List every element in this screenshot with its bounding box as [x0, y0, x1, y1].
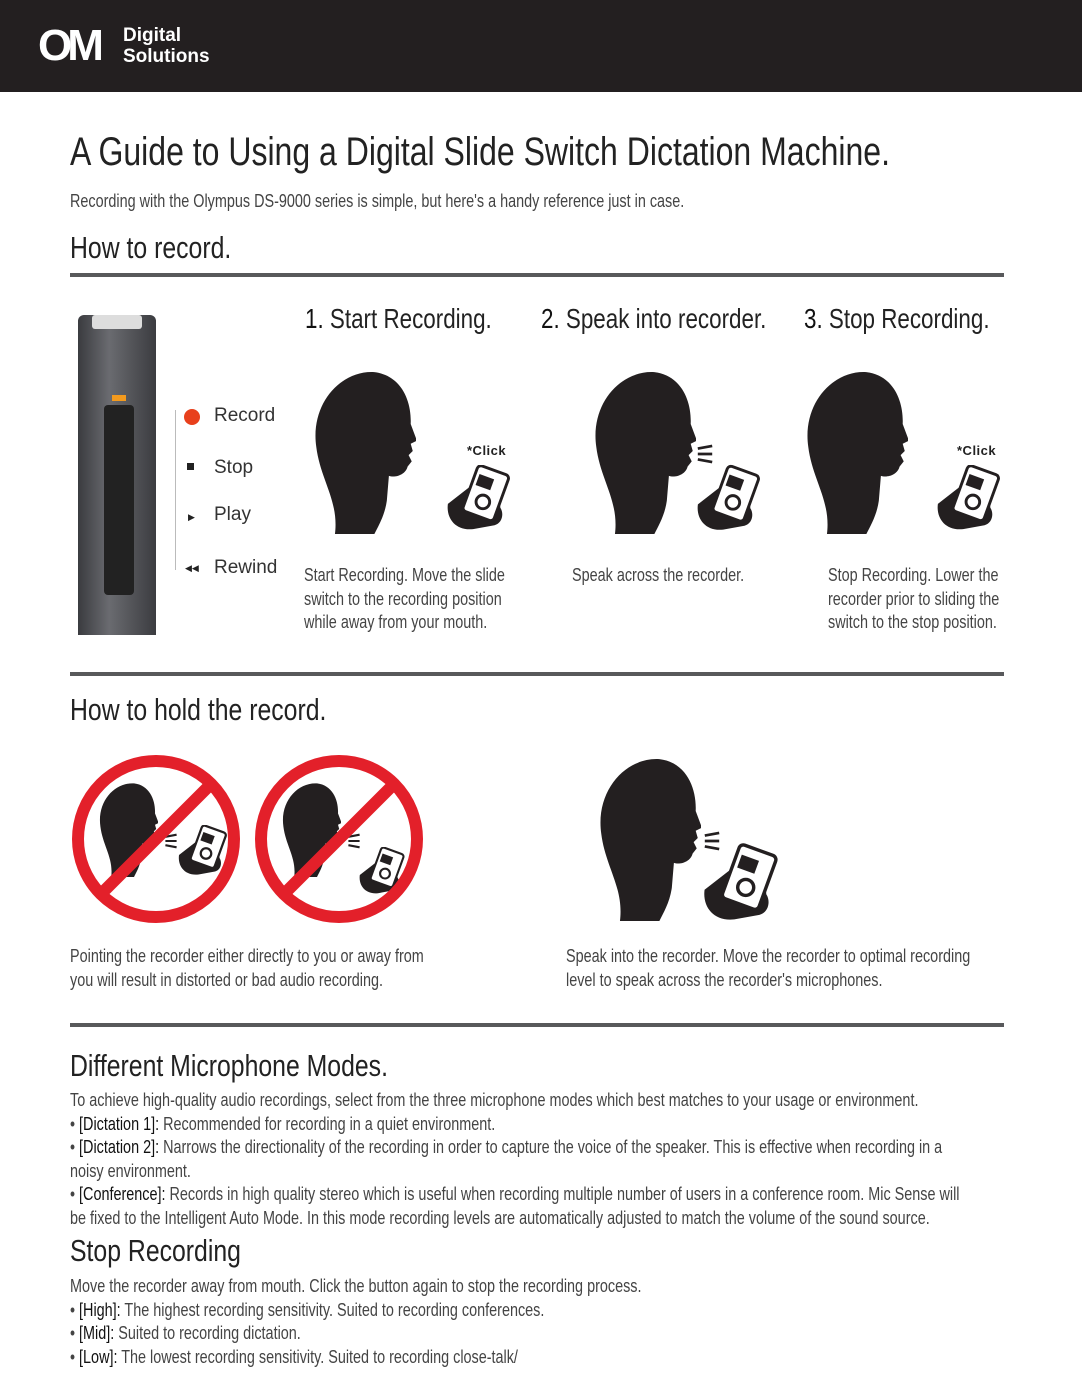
section-heading-record: How to record.	[70, 230, 232, 265]
hand-recorder-icon	[934, 465, 1002, 533]
head-silhouette-icon	[592, 368, 696, 534]
page-subtitle: Recording with the Olympus DS-9000 series is simple, but here's a handy reference just in case.	[70, 191, 685, 211]
step-3-heading: 3. Stop Recording.	[804, 303, 990, 334]
hand-recorder-icon	[700, 840, 780, 928]
step-2-caption: Speak across the recorder.	[572, 565, 745, 585]
section-heading-stop: Stop Recording	[70, 1233, 241, 1268]
divider	[70, 672, 1004, 676]
head-silhouette-icon	[312, 368, 416, 534]
hand-recorder-icon	[694, 462, 762, 537]
logo-mark: OM	[38, 21, 99, 70]
step-3-caption: Stop Recording. Lower the recorder prior to sliding the switch to the stop position.	[828, 565, 1000, 632]
stop-square-icon	[187, 463, 194, 470]
modes-body: To achieve high-quality audio recordings, select from the three microphone modes which best matches to your usage or environment. • [Dictation 1]: Recommended for recording in a quiet environment. • [Dictation 2]: Narrows the directionality of the recording in order to capture the voice of the speaker. This is effective when recording in a noisy environment. • [Conference]: Records in high quality stereo which is useful when recording multiple number of users in a conference room. Mic Sense will be fixed to the Intelligent Auto Mode. In this mode recording levels are automatically adjusted to match the volume of the sound source.	[70, 1090, 960, 1228]
click-label: *Click	[957, 443, 997, 458]
play-triangle-icon: ▶	[188, 512, 195, 522]
mode-item: • [Conference]: Records in high quality stereo which is useful when recording multiple number of users in a conference room. Mic Sense will	[70, 1184, 960, 1204]
legend-play: Play	[214, 504, 251, 525]
mode-item: • [Dictation 1]: Recommended for recording in a quiet environment.	[70, 1113, 496, 1134]
header-bar	[0, 0, 1082, 92]
mode-item: • [Dictation 2]: Narrows the directionality of the recording in order to capture the voice of the speaker. This is effective when recording in a	[70, 1137, 943, 1157]
record-dot-icon	[184, 409, 200, 425]
legend-rewind: Rewind	[214, 557, 278, 578]
sensitivity-item: • [High]: The highest recording sensitivity. Suited to recording conferences.	[70, 1299, 545, 1320]
click-label: *Click	[467, 443, 507, 458]
sensitivity-item: • [Mid]: Suited to recording dictation.	[70, 1323, 301, 1343]
right-hold-caption: Speak into the recorder. Move the recorder to optimal recording level to speak across the recorder's microphones.	[566, 946, 971, 990]
legend-stop: Stop	[214, 457, 254, 478]
logo-text: Digital Solutions	[123, 25, 210, 67]
wrong-hold-caption: Pointing the recorder either directly to you or away from you will result in distorted or bad audio recording.	[70, 946, 424, 990]
page-title: A Guide to Using a Digital Slide Switch Dictation Machine.	[70, 130, 890, 174]
rewind-icon: ◀◀	[185, 563, 199, 573]
prohibited-away-icon	[253, 753, 425, 925]
stop-body: Move the recorder away from mouth. Click the button again to stop the recording process. • [High]: The highest recording sensitivity. Suited to recording conferences. • [Mid]: Suited to recording dictation. • [Low]: The lowest recording sensitivity. Suited to recording close-talk/	[70, 1275, 641, 1369]
divider	[70, 1023, 1004, 1027]
head-silhouette-icon	[597, 755, 701, 921]
step-2-heading: 2. Speak into recorder.	[541, 303, 767, 334]
section-heading-modes: Different Microphone Modes.	[70, 1048, 388, 1083]
prohibited-direct-icon	[70, 753, 242, 925]
hand-recorder-icon	[444, 465, 512, 533]
step-1-caption: Start Recording. Move the slide switch to the recording position while away from your mouth.	[304, 565, 505, 632]
head-silhouette-icon	[804, 368, 908, 534]
sound-waves-icon	[696, 444, 714, 464]
recorder-device-image	[78, 315, 156, 635]
section-heading-hold: How to hold the record.	[70, 692, 327, 727]
legend-record: Record	[214, 405, 276, 426]
step-1-heading: 1. Start Recording.	[305, 303, 492, 334]
sensitivity-item: • [Low]: The lowest recording sensitivity. Suited to recording close-talk/	[70, 1346, 518, 1367]
legend-line	[175, 410, 176, 570]
divider	[70, 273, 1004, 277]
